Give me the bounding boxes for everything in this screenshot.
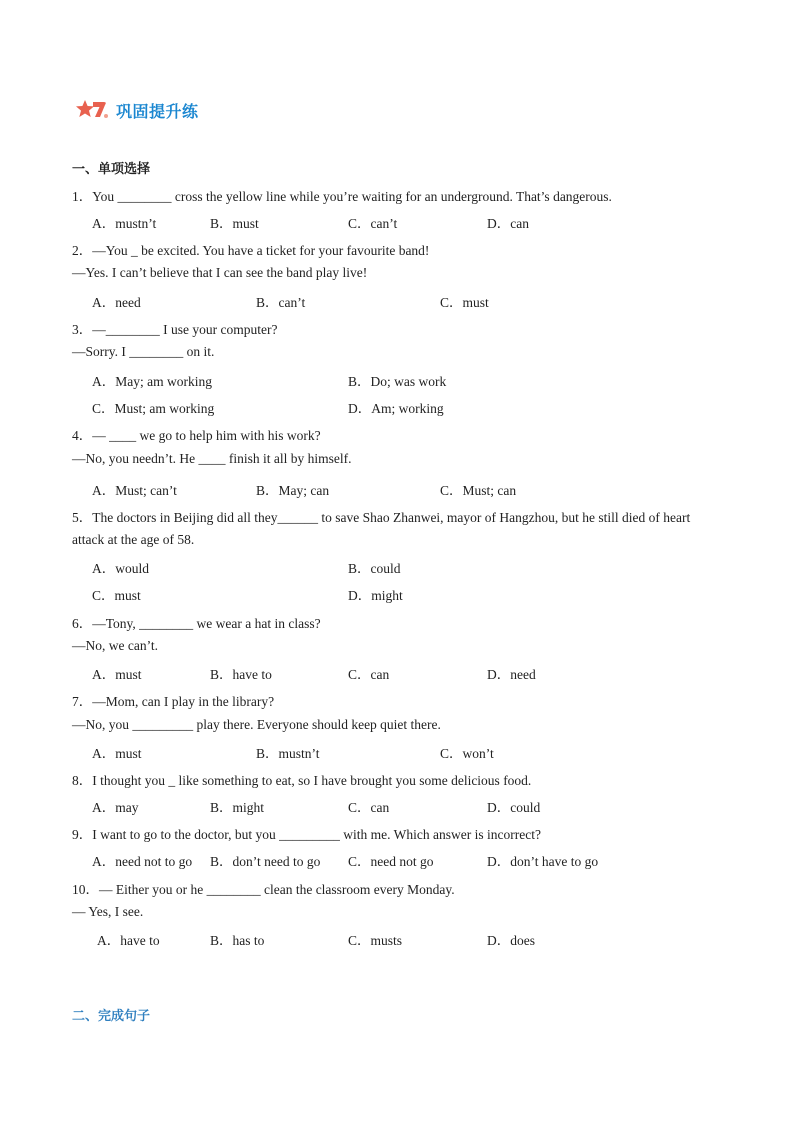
question-10-response: — Yes, I see. (72, 904, 144, 919)
option: B．could (348, 561, 401, 576)
option: D．could (487, 800, 541, 815)
option: C．Must; can (440, 483, 517, 498)
question-3-text: 3．—________ I use your computer? (72, 322, 278, 337)
question-6-options (92, 663, 732, 681)
question-2-response: —Yes. I can’t believe that I can see the band play live! (72, 265, 368, 280)
question-3-options-row-2 (92, 397, 732, 415)
question-1-options (92, 212, 732, 230)
option: B．May; can (256, 483, 330, 498)
option: A．need (92, 295, 141, 310)
star-badge-icon (76, 99, 110, 121)
option: A．have to (97, 933, 160, 948)
option: B．might (210, 800, 265, 815)
option: B．have to (210, 667, 272, 682)
option: D．need (487, 667, 536, 682)
option: C．can (348, 800, 390, 815)
question-4-response: —No, you needn’t. He ____ finish it all by himself. (72, 451, 352, 466)
option: B．must (210, 216, 259, 231)
option: D．can (487, 216, 529, 231)
question-3-options-row-1 (92, 370, 732, 388)
question-2-options (92, 291, 732, 309)
question-3-response: —Sorry. I ________ on it. (72, 344, 215, 359)
option: D．Am; working (348, 401, 444, 416)
option: A．Must; can’t (92, 483, 177, 498)
option: B．Do; was work (348, 374, 447, 389)
option: B．mustn’t (256, 746, 320, 761)
question-9-text: 9．I want to go to the doctor, but you _________ with me. Which answer is incorrect? (72, 827, 541, 842)
option: B．has to (210, 933, 265, 948)
option: B．don’t need to go (210, 854, 321, 869)
question-10-options (92, 929, 732, 947)
option: C．must (440, 295, 489, 310)
option: A．need not to go (92, 854, 193, 869)
question-9-options (92, 850, 732, 868)
option: A．must (92, 667, 142, 682)
option: A．must (92, 746, 142, 761)
question-4-text: 4．— ____ we go to help him with his work? (72, 428, 321, 443)
section-heading-complete-sentences: 二、完成句子 (72, 1009, 151, 1024)
question-8-text: 8．I thought you _ like something to eat, so I have brought you some delicious food. (72, 773, 532, 788)
question-10-text: 10．— Either you or he ________ clean the classroom every Monday. (72, 882, 455, 897)
option: C．musts (348, 933, 403, 948)
question-5-options-row-1 (92, 557, 732, 575)
question-7-response: —No, you _________ play there. Everyone should keep quiet there. (72, 717, 441, 732)
question-8-options (92, 796, 732, 814)
option: C．can’t (348, 216, 398, 231)
section-banner (76, 97, 199, 123)
section-heading-single-choice: 一、单项选择 (72, 162, 151, 177)
question-5-text-continued: attack at the age of 58. (72, 532, 195, 547)
option: C．Must; am working (92, 401, 215, 416)
option: B．can’t (256, 295, 306, 310)
question-5-text: 5．The doctors in Beijing did all they______ to save Shao Zhanwei, mayor of Hangzhou, but he still died of heart (72, 510, 691, 525)
question-6-text: 6．—Tony, ________ we wear a hat in class? (72, 616, 321, 631)
question-2-text: 2．—You _ be excited. You have a ticket for your favourite band! (72, 243, 430, 258)
option: A．may (92, 800, 139, 815)
option: C．won’t (440, 746, 494, 761)
option: C．must (92, 588, 141, 603)
question-4-options (92, 479, 732, 497)
question-7-text: 7．—Mom, can I play in the library? (72, 694, 275, 709)
option: D．does (487, 933, 535, 948)
question-6-response: —No, we can’t. (72, 638, 158, 653)
option: C．can (348, 667, 390, 682)
option: A．May; am working (92, 374, 212, 389)
question-1-text: 1．You ________ cross the yellow line while you’re waiting for an underground. That’s dangerous. (72, 189, 612, 204)
option: A．would (92, 561, 149, 576)
question-7-options (92, 742, 732, 760)
option: C．need not go (348, 854, 434, 869)
option: D．don’t have to go (487, 854, 599, 869)
question-5-options-row-2 (92, 584, 732, 602)
option: D．might (348, 588, 403, 603)
banner-title: 巩固提升练 (116, 101, 199, 121)
option: A．mustn’t (92, 216, 157, 231)
